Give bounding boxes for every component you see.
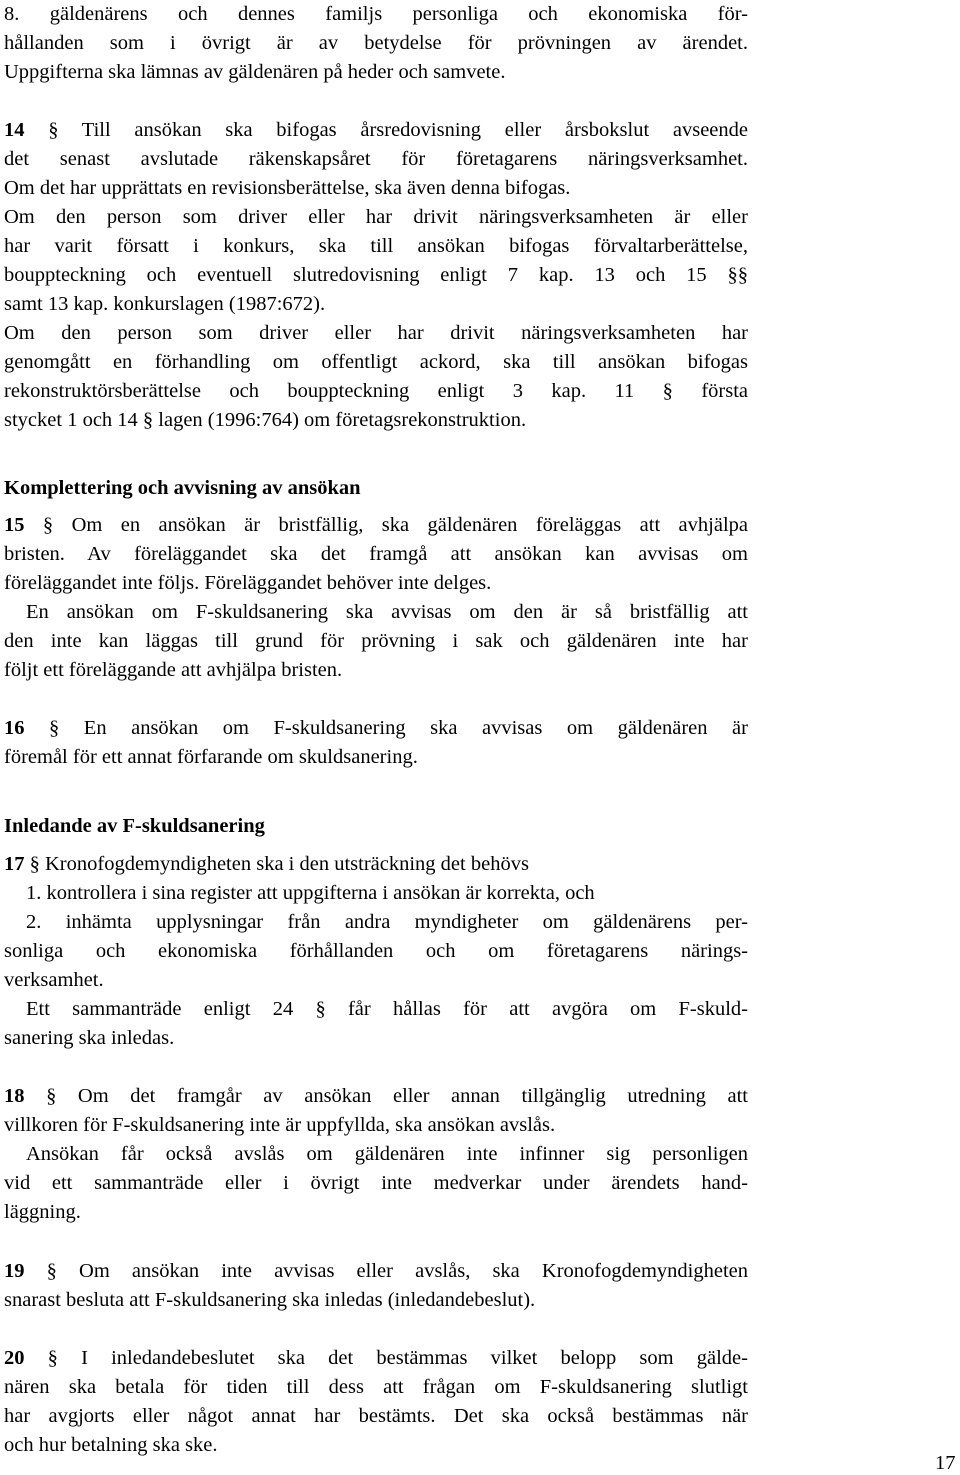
- text-line: sonliga och ekonomiska förhållanden och om företagarens närings-: [4, 940, 748, 962]
- section-18-line: 18 § Om det framgår av ansökan eller annan tillgänglig utredning att: [4, 1085, 748, 1107]
- text-line: sanering ska inledas.: [4, 1027, 175, 1049]
- text-line: samt 13 kap. konkurslagen (1987:672).: [4, 293, 326, 315]
- text-line: bouppteckning och eventuell slutredovisning enligt 7 kap. 13 och 15 §§: [4, 264, 748, 286]
- text-line: föreläggandet inte följs. Föreläggandet behöver inte delges.: [4, 572, 492, 594]
- text-line: vid ett sammanträde eller i övrigt inte medverkar under ärendets hand-: [4, 1172, 748, 1194]
- text-line: och hur betalning ska ske.: [4, 1434, 218, 1456]
- text-line: rekonstruktörsberättelse och bouppteckning enligt 3 kap. 11 § första: [4, 380, 748, 402]
- text-line: har varit försatt i konkurs, ska till ansökan bifogas förvaltarberättelse,: [4, 235, 748, 257]
- section-number: 16: [4, 717, 25, 739]
- section-heading: Komplettering och avvisning av ansökan: [4, 477, 361, 499]
- text-line: Ansökan får också avslås om gäldenären inte infinner sig personligen: [26, 1143, 748, 1165]
- text-line: bristen. Av föreläggandet ska det framgå att ansökan kan avvisas om: [4, 543, 748, 565]
- text-line: 8. gäldenärens och dennes familjs personliga och ekonomiska för-: [4, 3, 748, 25]
- text-line: det senast avslutade räkenskapsåret för företagarens näringsverksamhet.: [4, 148, 748, 170]
- section-20-line: 20 § I inledandebeslutet ska det bestämmas vilket belopp som gälde-: [4, 1347, 748, 1369]
- text-line: En ansökan om F-skuldsanering ska avvisas om den är så bristfällig att: [26, 601, 748, 623]
- page-number: 17: [935, 1452, 956, 1474]
- text-line: den inte kan läggas till grund för prövning i sak och gäldenären inte har: [4, 630, 748, 652]
- text-line: snarast besluta att F-skuldsanering ska inledas (inledandebeslut).: [4, 1289, 536, 1311]
- text-line: Om den person som driver eller har drivit näringsverksamheten är eller: [4, 206, 748, 228]
- text-line: föremål för ett annat förfarande om skuldsanering.: [4, 746, 418, 768]
- section-heading: Inledande av F-skuldsanering: [4, 815, 265, 837]
- list-item: 1. kontrollera i sina register att uppgifterna i ansökan är korrekta, och: [26, 882, 595, 904]
- section-number: 14: [4, 119, 25, 141]
- section-15-line: 15 § Om en ansökan är bristfällig, ska gäldenären föreläggas att avhjälpa: [4, 514, 748, 536]
- text-line: Ett sammanträde enligt 24 § får hållas för att avgöra om F-skuld-: [26, 998, 748, 1020]
- text-line: läggning.: [4, 1201, 81, 1223]
- section-16-line: 16 § En ansökan om F-skuldsanering ska avvisas om gäldenären är: [4, 717, 748, 739]
- section-number: 15: [4, 514, 25, 536]
- section-17-line: 17 § Kronofogdemyndigheten ska i den utsträckning det behövs: [4, 853, 529, 875]
- section-number: 17: [4, 853, 25, 875]
- list-item: 2. inhämta upplysningar från andra myndigheter om gäldenärens per-: [26, 911, 748, 933]
- text-line: följt ett föreläggande att avhjälpa bristen.: [4, 659, 343, 681]
- text-line: nären ska betala för tiden till dess att frågan om F-skuldsanering slutligt: [4, 1376, 748, 1398]
- section-19-line: 19 § Om ansökan inte avvisas eller avslås, ska Kronofogdemyndigheten: [4, 1260, 748, 1282]
- text-line: hållanden som i övrigt är av betydelse för prövningen av ärendet.: [4, 32, 748, 54]
- text-line: har avgjorts eller något annat har bestämts. Det ska också bestämmas när: [4, 1405, 748, 1427]
- text-line: genomgått en förhandling om offentligt ackord, ska till ansökan bifogas: [4, 351, 748, 373]
- text-line: villkoren för F-skuldsanering inte är uppfyllda, ska ansökan avslås.: [4, 1114, 556, 1136]
- text-line: Om det har upprättats en revisionsberättelse, ska även denna bifogas.: [4, 177, 571, 199]
- text-line: Uppgifterna ska lämnas av gäldenären på heder och samvete.: [4, 61, 506, 83]
- text-line: verksamhet.: [4, 969, 104, 991]
- section-14-line: 14 § Till ansökan ska bifogas årsredovisning eller årsbokslut avseende: [4, 119, 748, 141]
- text-line: Om den person som driver eller har drivit näringsverksamheten har: [4, 322, 748, 344]
- section-number: 18: [4, 1085, 25, 1107]
- text-line: stycket 1 och 14 § lagen (1996:764) om företagsrekonstruktion.: [4, 409, 527, 431]
- section-number: 20: [4, 1347, 25, 1369]
- section-number: 19: [4, 1260, 25, 1282]
